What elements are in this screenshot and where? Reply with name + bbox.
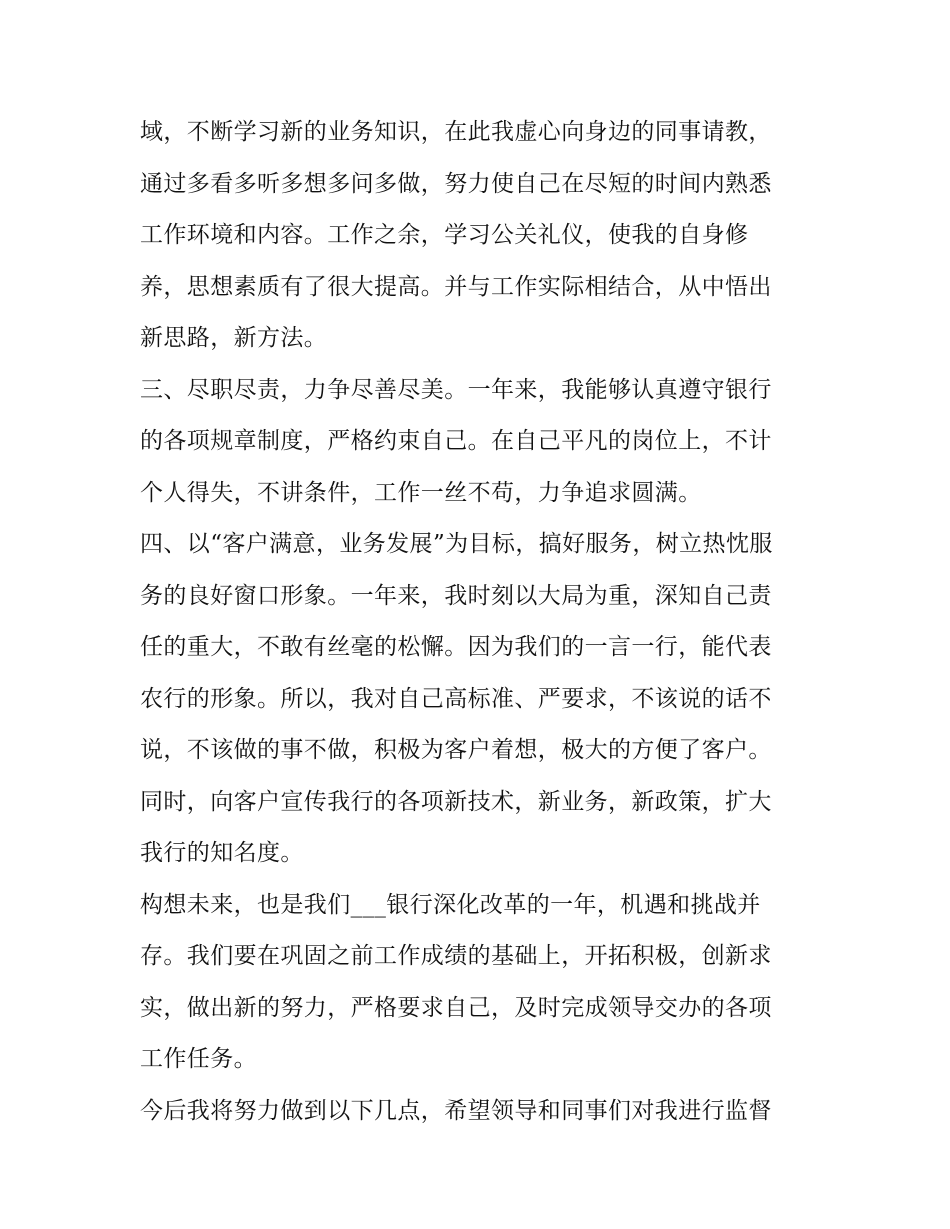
text-line: 养，思想素质有了很大提高。并与工作实际相结合，从中悟出: [140, 273, 772, 300]
text-line: 构想未来，也是我们___银行深化改革的一年，机遇和挑战并: [140, 891, 761, 918]
text-line: 的各项规章制度，严格约束自己。在自己平凡的岗位上，不计: [140, 428, 772, 454]
text-line: 任的重大，不敢有丝毫的松懈。因为我们的一言一行，能代表: [140, 634, 772, 660]
document-body: [140, 107, 820, 1137]
text-line: 三、尽职尽责，力争尽善尽美。一年来，我能够认真遵守银行: [140, 376, 772, 403]
text-line: 工作任务。: [140, 1046, 257, 1072]
text-line: 实，做出新的努力，严格要求自己，及时完成领导交办的各项: [140, 994, 772, 1021]
text-line: 通过多看多听多想多问多做，努力使自己在尽短的时间内熟悉: [140, 170, 772, 197]
text-line: 务的良好窗口形象。一年来，我时刻以大局为重，深知自己责: [140, 582, 772, 609]
text-line: 农行的形象。所以，我对自己高标准、严要求，不该说的话不: [140, 685, 772, 712]
text-line: 存。我们要在巩固之前工作成绩的基础上，开拓积极，创新求: [140, 943, 772, 969]
text-line: 新思路，新方法。: [140, 325, 328, 351]
text-line: 工作环境和内容。工作之余，学习公关礼仪，使我的自身修: [140, 222, 749, 248]
text-line: 同时，向客户宣传我行的各项新技术，新业务，新政策，扩大: [140, 788, 772, 815]
text-line: 说，不该做的事不做，积极为客户着想，极大的方便了客户。: [140, 737, 772, 763]
text-line: 域，不断学习新的业务知识，在此我虚心向身边的同事请教，: [140, 119, 772, 145]
text-line: 个人得失，不讲条件，工作一丝不苟，力争追求圆满。: [140, 479, 702, 506]
text-line: 我行的知名度。: [140, 840, 304, 866]
text-line: 今后我将努力做到以下几点，希望领导和同事们对我进行监督: [140, 1097, 772, 1124]
text-line: 四、以“客户满意，业务发展”为目标，搞好服务，树立热忱服: [140, 531, 773, 557]
